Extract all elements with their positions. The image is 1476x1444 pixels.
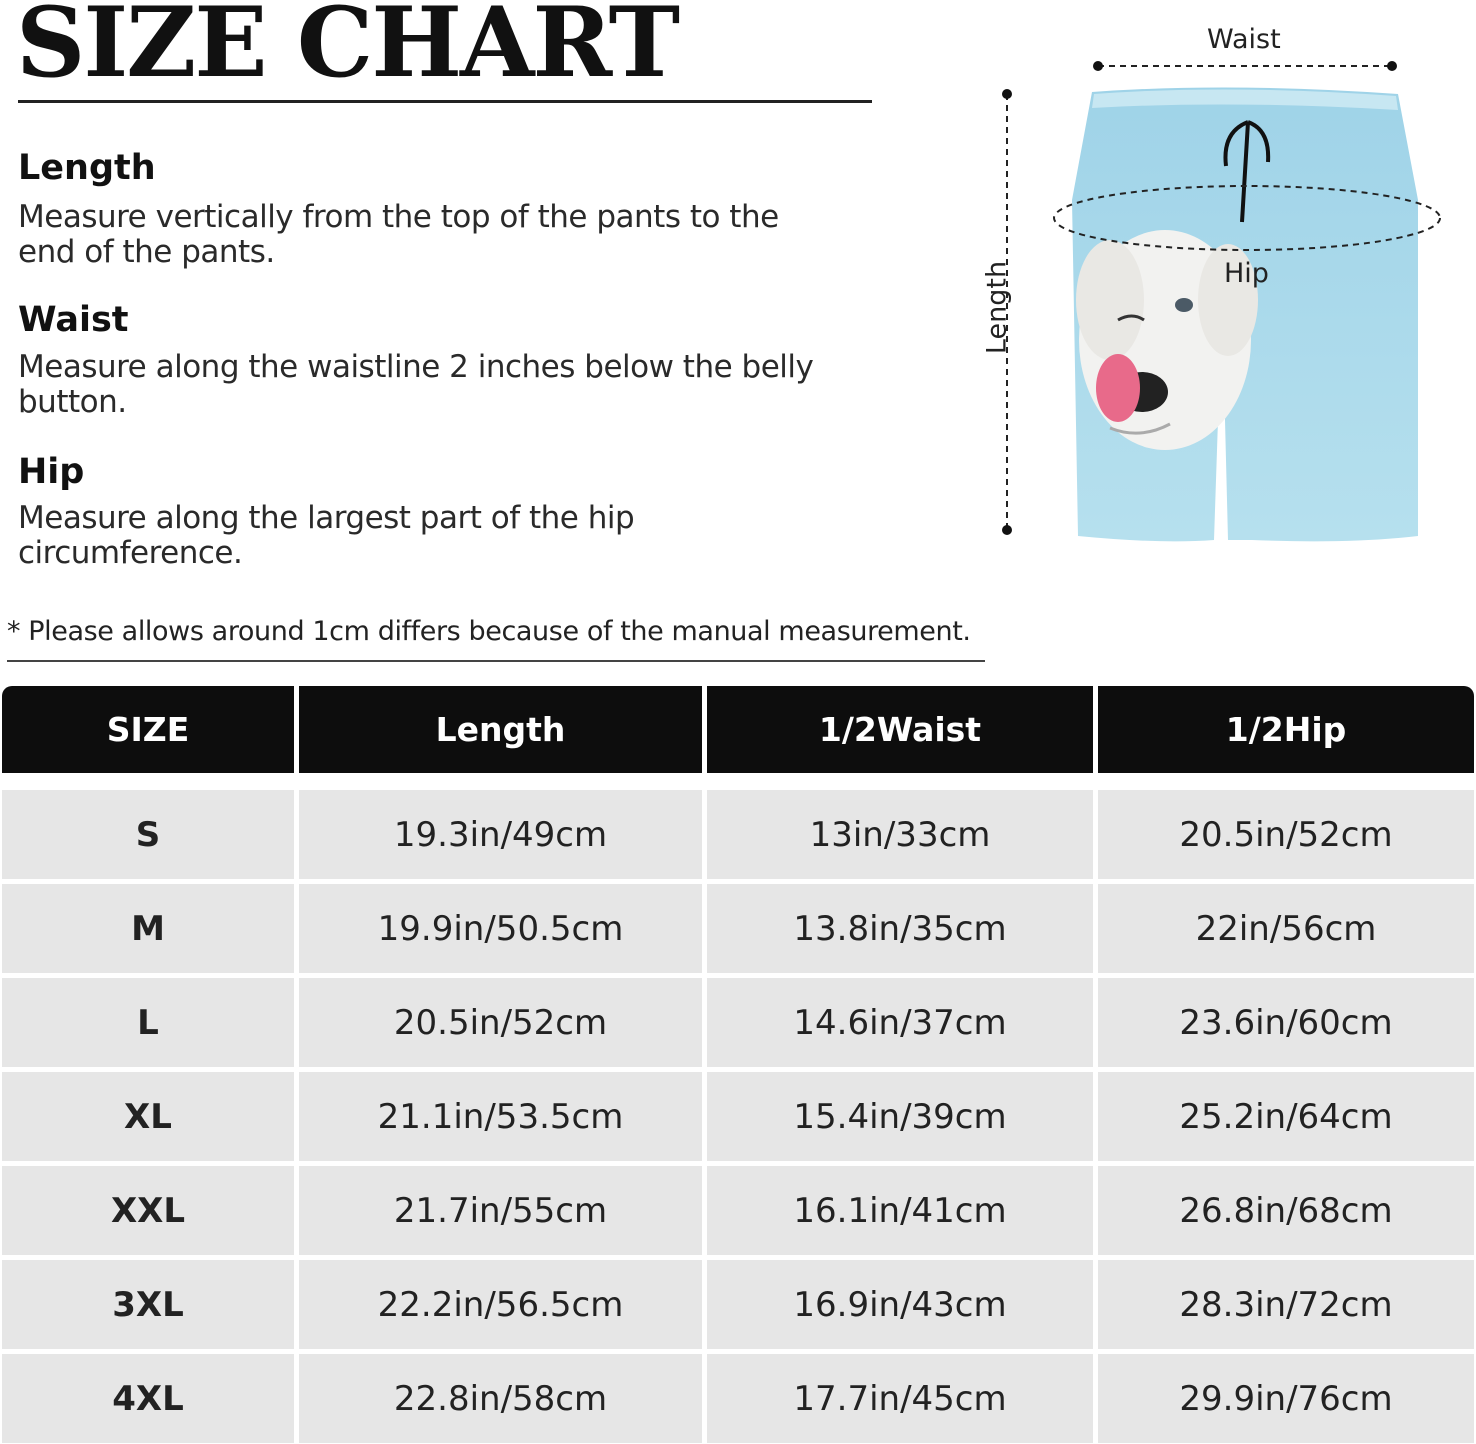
cell-size: M	[2, 884, 294, 973]
header-length: Length	[299, 686, 702, 773]
title-divider	[18, 100, 872, 103]
cell-half-hip: 20.5in/52cm	[1098, 790, 1474, 879]
cell-size: 4XL	[2, 1354, 294, 1443]
cell-size: L	[2, 978, 294, 1067]
shorts-diagram	[960, 0, 1476, 560]
cell-length: 19.9in/50.5cm	[299, 884, 702, 973]
cell-size: XXL	[2, 1166, 294, 1255]
page-title: SIZE CHART	[16, 0, 679, 99]
measurement-note: * Please allows around 1cm differs because of the manual measurement.	[7, 616, 971, 647]
hip-heading: Hip	[18, 452, 85, 492]
cell-length: 22.8in/58cm	[299, 1354, 702, 1443]
waist-description: Measure along the waistline 2 inches below the belly button.	[18, 349, 814, 420]
header-half-hip: 1/2Hip	[1098, 686, 1474, 773]
length-description: Measure vertically from the top of the pants to the end of the pants.	[18, 199, 779, 270]
cell-half-hip: 23.6in/60cm	[1098, 978, 1474, 1067]
cell-length: 22.2in/56.5cm	[299, 1260, 702, 1349]
cell-length: 21.1in/53.5cm	[299, 1072, 702, 1161]
cell-half-waist: 13in/33cm	[707, 790, 1093, 879]
cell-half-waist: 17.7in/45cm	[707, 1354, 1093, 1443]
cell-half-waist: 15.4in/39cm	[707, 1072, 1093, 1161]
length-label: Length	[981, 260, 1013, 355]
cell-length: 19.3in/49cm	[299, 790, 702, 879]
length-heading: Length	[18, 148, 156, 188]
waist-label: Waist	[1207, 24, 1281, 55]
cell-half-hip: 29.9in/76cm	[1098, 1354, 1474, 1443]
header-half-waist: 1/2Waist	[707, 686, 1093, 773]
header-size: SIZE	[2, 686, 294, 773]
cell-half-hip: 28.3in/72cm	[1098, 1260, 1474, 1349]
cell-half-hip: 22in/56cm	[1098, 884, 1474, 973]
cell-size: S	[2, 790, 294, 879]
cell-length: 20.5in/52cm	[299, 978, 702, 1067]
cell-half-waist: 16.1in/41cm	[707, 1166, 1093, 1255]
cell-size: XL	[2, 1072, 294, 1161]
note-divider	[7, 660, 985, 662]
cell-half-waist: 16.9in/43cm	[707, 1260, 1093, 1349]
shorts-illustration	[960, 0, 1476, 560]
cell-half-waist: 13.8in/35cm	[707, 884, 1093, 973]
hip-label: Hip	[1224, 258, 1269, 289]
cell-half-hip: 26.8in/68cm	[1098, 1166, 1474, 1255]
hip-description: Measure along the largest part of the hip circumference.	[18, 500, 635, 571]
cell-half-waist: 14.6in/37cm	[707, 978, 1093, 1067]
cell-half-hip: 25.2in/64cm	[1098, 1072, 1474, 1161]
cell-size: 3XL	[2, 1260, 294, 1349]
waist-heading: Waist	[18, 300, 129, 340]
cell-length: 21.7in/55cm	[299, 1166, 702, 1255]
